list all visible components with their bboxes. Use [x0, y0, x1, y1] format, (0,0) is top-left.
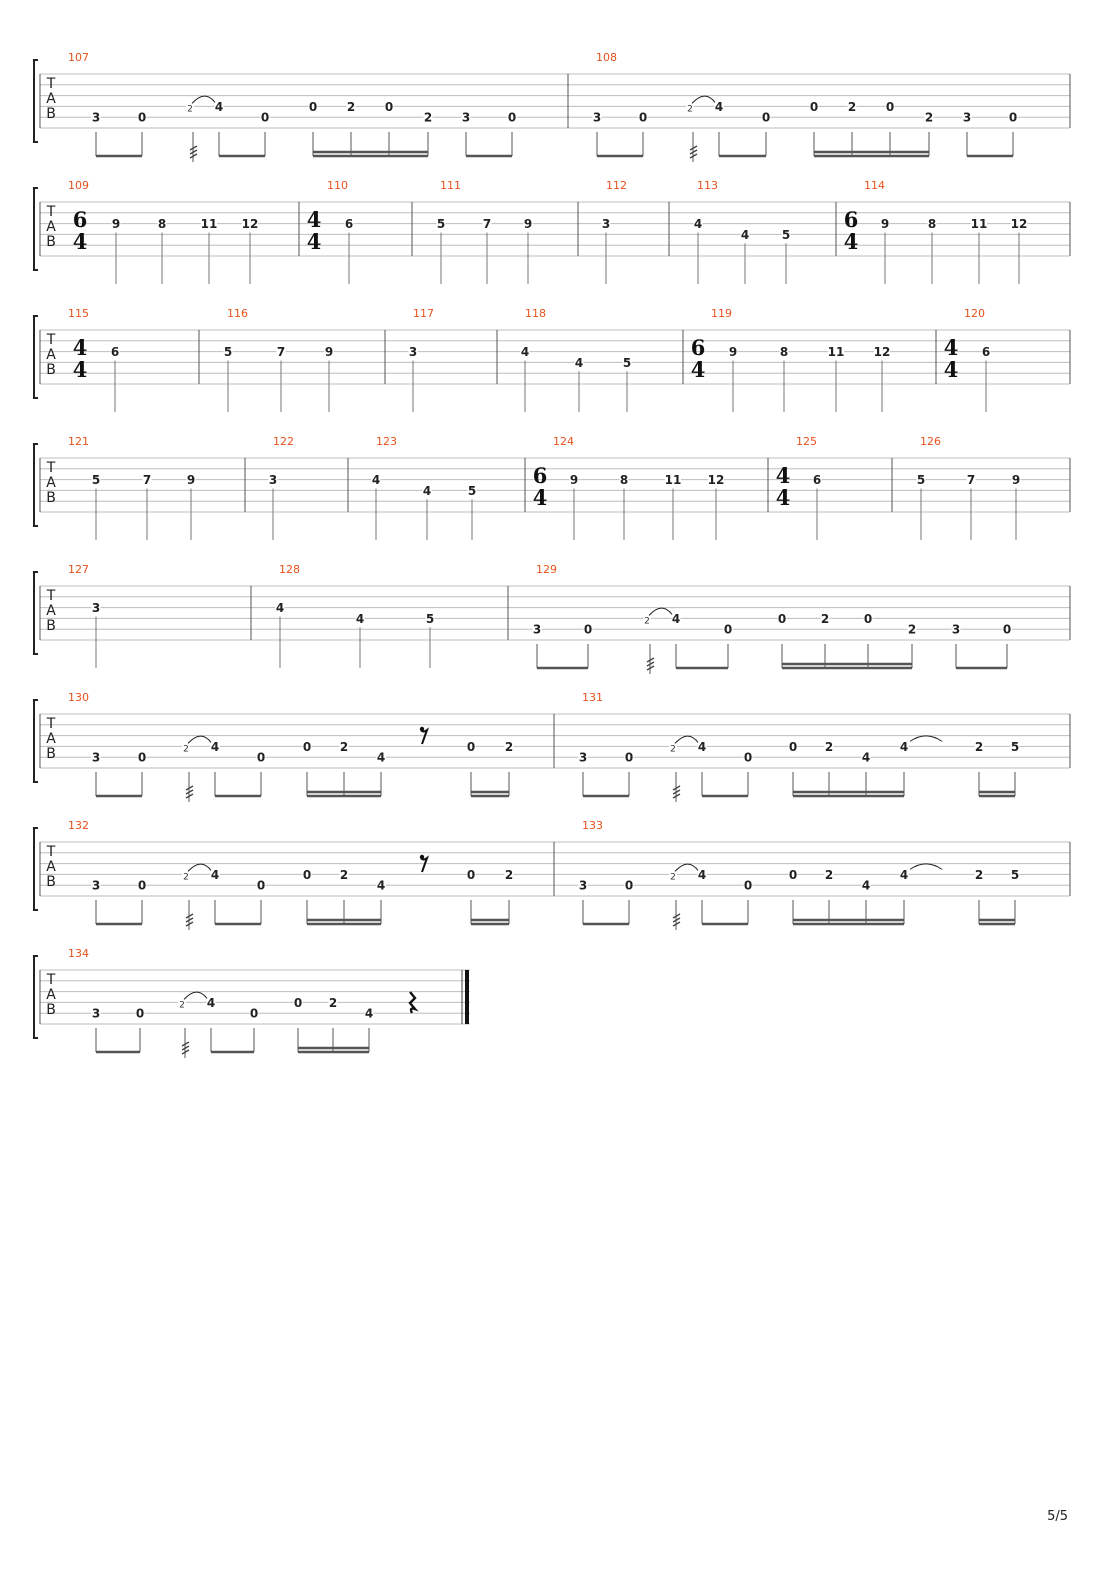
- fret-number: 5: [1010, 867, 1020, 882]
- fret-number: 4: [376, 878, 386, 893]
- fret-number: 0: [507, 110, 517, 125]
- bend-start-fret: 2: [179, 1000, 185, 1011]
- time-signature-bottom: 4: [690, 357, 706, 382]
- fret-number: 3: [91, 601, 101, 616]
- fret-number: 4: [697, 867, 707, 882]
- fret-number: 9: [324, 345, 334, 360]
- measure-number: 122: [273, 435, 294, 448]
- fret-number: 0: [135, 1006, 145, 1021]
- bend-arc: [692, 96, 715, 103]
- fret-number: 11: [827, 345, 845, 360]
- bend-arc: [192, 96, 215, 103]
- fret-number: 0: [743, 878, 753, 893]
- fret-number: 7: [482, 217, 492, 232]
- system-bracket: [34, 956, 38, 1038]
- fret-number: 3: [91, 1006, 101, 1021]
- fret-number: 0: [809, 99, 819, 114]
- fret-number: 4: [697, 739, 707, 754]
- fret-number: 3: [91, 110, 101, 125]
- system-bracket: [34, 828, 38, 910]
- fret-number: 0: [583, 622, 593, 637]
- tab-clef-a: A: [46, 475, 56, 491]
- fret-number: 4: [520, 345, 530, 360]
- bend-start-fret: 2: [183, 872, 189, 883]
- tab-clef-t: T: [46, 460, 56, 476]
- time-signature-top: 6: [532, 463, 548, 488]
- page-number: 5/5: [1047, 1509, 1068, 1524]
- tab-clef-a: A: [46, 347, 56, 363]
- fret-number: 3: [601, 217, 611, 232]
- fret-number: 9: [728, 345, 738, 360]
- eighth-rest: [421, 730, 427, 744]
- fret-number: 0: [1002, 622, 1012, 637]
- system-bracket: [34, 572, 38, 654]
- bend-start-fret: 2: [670, 744, 676, 755]
- fret-number: 0: [788, 739, 798, 754]
- tab-clef-a: A: [46, 731, 56, 747]
- fret-number: 2: [824, 867, 834, 882]
- measure-number: 107: [68, 51, 89, 64]
- tab-clef-b: B: [46, 362, 56, 378]
- time-signature-bottom: 4: [72, 229, 88, 254]
- fret-number: 9: [880, 217, 890, 232]
- measure-number: 127: [68, 563, 89, 576]
- fret-number: 4: [899, 867, 909, 882]
- fret-number: 4: [371, 473, 381, 488]
- fret-number: 8: [779, 345, 789, 360]
- fret-number: 4: [214, 99, 224, 114]
- measure-number: 123: [376, 435, 397, 448]
- measure-number: 118: [525, 307, 546, 320]
- measure-number: 125: [796, 435, 817, 448]
- fret-number: 2: [423, 110, 433, 125]
- fret-number: 4: [861, 878, 871, 893]
- time-signature-top: 4: [775, 463, 791, 488]
- fret-number: 0: [256, 878, 266, 893]
- fret-number: 4: [210, 739, 220, 754]
- fret-number: 0: [624, 878, 634, 893]
- fret-number: 0: [249, 1006, 259, 1021]
- fret-number: 4: [693, 217, 703, 232]
- tab-clef-b: B: [46, 234, 56, 250]
- measure-number: 134: [68, 947, 89, 960]
- fret-number: 3: [268, 473, 278, 488]
- fret-number: 0: [256, 750, 266, 765]
- fret-number: 2: [974, 739, 984, 754]
- fret-number: 5: [622, 355, 632, 370]
- fret-number: 0: [777, 611, 787, 626]
- fret-number: 5: [467, 483, 477, 498]
- fret-number: 4: [206, 995, 216, 1010]
- measure-number: 129: [536, 563, 557, 576]
- measure-number: 108: [596, 51, 617, 64]
- fret-number: 11: [664, 473, 682, 488]
- measure-number: 130: [68, 691, 89, 704]
- fret-number: 9: [111, 217, 121, 232]
- bend-start-fret: 2: [644, 616, 650, 627]
- system-bracket: [34, 188, 38, 270]
- tie-arc: [910, 736, 942, 742]
- tab-clef-t: T: [46, 332, 56, 348]
- fret-number: 4: [714, 99, 724, 114]
- fret-number: 7: [142, 473, 152, 488]
- fret-number: 12: [1010, 217, 1028, 232]
- bend-arc: [188, 864, 211, 871]
- system-bracket: [34, 444, 38, 526]
- tab-clef-b: B: [46, 618, 56, 634]
- fret-number: 2: [504, 739, 514, 754]
- fret-number: 3: [962, 110, 972, 125]
- fret-number: 12: [873, 345, 891, 360]
- tab-clef-t: T: [46, 844, 56, 860]
- fret-number: 6: [812, 473, 822, 488]
- fret-number: 4: [376, 750, 386, 765]
- measure-number: 114: [864, 179, 885, 192]
- fret-number: 5: [91, 473, 101, 488]
- measure-number: 126: [920, 435, 941, 448]
- time-signature-top: 4: [306, 207, 322, 232]
- measure-number: 115: [68, 307, 89, 320]
- fret-number: 3: [578, 878, 588, 893]
- fret-number: 4: [574, 355, 584, 370]
- fret-number: 2: [824, 739, 834, 754]
- fret-number: 4: [355, 611, 365, 626]
- fret-number: 12: [707, 473, 725, 488]
- fret-number: 0: [137, 110, 147, 125]
- system-bracket: [34, 316, 38, 398]
- fret-number: 0: [723, 622, 733, 637]
- fret-number: 0: [466, 739, 476, 754]
- system-bracket: [34, 60, 38, 142]
- measure-number: 132: [68, 819, 89, 832]
- time-signature-bottom: 4: [532, 485, 548, 510]
- fret-number: 4: [422, 483, 432, 498]
- fret-number: 4: [899, 739, 909, 754]
- fret-number: 0: [466, 867, 476, 882]
- tab-clef-b: B: [46, 746, 56, 762]
- fret-number: 9: [186, 473, 196, 488]
- fret-number: 2: [339, 739, 349, 754]
- measure-number: 109: [68, 179, 89, 192]
- tab-clef-b: B: [46, 106, 56, 122]
- fret-number: 3: [91, 878, 101, 893]
- bend-arc: [675, 864, 698, 871]
- fret-number: 7: [276, 345, 286, 360]
- tab-clef-b: B: [46, 874, 56, 890]
- time-signature-top: 6: [690, 335, 706, 360]
- bend-start-fret: 2: [187, 104, 193, 115]
- fret-number: 3: [578, 750, 588, 765]
- time-signature-top: 4: [72, 335, 88, 360]
- fret-number: 0: [624, 750, 634, 765]
- measure-number: 121: [68, 435, 89, 448]
- fret-number: 2: [504, 867, 514, 882]
- fret-number: 5: [1010, 739, 1020, 754]
- time-signature-top: 6: [843, 207, 859, 232]
- fret-number: 4: [364, 1006, 374, 1021]
- fret-number: 0: [638, 110, 648, 125]
- tab-clef-b: B: [46, 1002, 56, 1018]
- measure-number: 133: [582, 819, 603, 832]
- fret-number: 0: [863, 611, 873, 626]
- fret-number: 0: [761, 110, 771, 125]
- fret-number: 3: [461, 110, 471, 125]
- fret-number: 0: [788, 867, 798, 882]
- measure-number: 128: [279, 563, 300, 576]
- fret-number: 0: [384, 99, 394, 114]
- fret-number: 11: [200, 217, 218, 232]
- fret-number: 0: [293, 995, 303, 1010]
- tab-clef-a: A: [46, 987, 56, 1003]
- fret-number: 7: [966, 473, 976, 488]
- tie-arc: [910, 864, 942, 870]
- fret-number: 9: [523, 217, 533, 232]
- fret-number: 8: [157, 217, 167, 232]
- measure-number: 117: [413, 307, 434, 320]
- tab-clef-b: B: [46, 490, 56, 506]
- fret-number: 5: [781, 227, 791, 242]
- bend-start-fret: 2: [687, 104, 693, 115]
- fret-number: 0: [260, 110, 270, 125]
- fret-number: 2: [974, 867, 984, 882]
- measure-number: 131: [582, 691, 603, 704]
- bend-start-fret: 2: [183, 744, 189, 755]
- measure-number: 124: [553, 435, 574, 448]
- fret-number: 3: [592, 110, 602, 125]
- fret-number: 2: [847, 99, 857, 114]
- fret-number: 0: [302, 867, 312, 882]
- fret-number: 2: [924, 110, 934, 125]
- fret-number: 11: [970, 217, 988, 232]
- tab-clef-t: T: [46, 204, 56, 220]
- bend-arc: [184, 992, 207, 999]
- fret-number: 4: [740, 227, 750, 242]
- fret-number: 6: [344, 217, 354, 232]
- tab-clef-a: A: [46, 603, 56, 619]
- tab-clef-t: T: [46, 716, 56, 732]
- bend-arc: [188, 736, 211, 743]
- tab-clef-t: T: [46, 588, 56, 604]
- measure-number: 113: [697, 179, 718, 192]
- fret-number: 2: [820, 611, 830, 626]
- fret-number: 0: [137, 750, 147, 765]
- fret-number: 3: [408, 345, 418, 360]
- fret-number: 5: [223, 345, 233, 360]
- fret-number: 6: [981, 345, 991, 360]
- time-signature-bottom: 4: [775, 485, 791, 510]
- tab-clef-a: A: [46, 219, 56, 235]
- tab-clef-a: A: [46, 859, 56, 875]
- time-signature-bottom: 4: [72, 357, 88, 382]
- system-bracket: [34, 700, 38, 782]
- fret-number: 4: [275, 601, 285, 616]
- time-signature-bottom: 4: [306, 229, 322, 254]
- fret-number: 8: [619, 473, 629, 488]
- fret-number: 6: [110, 345, 120, 360]
- fret-number: 8: [927, 217, 937, 232]
- eighth-rest: [421, 858, 427, 872]
- bend-arc: [675, 736, 698, 743]
- measure-number: 116: [227, 307, 248, 320]
- measure-number: 112: [606, 179, 627, 192]
- time-signature-top: 6: [72, 207, 88, 232]
- fret-number: 9: [569, 473, 579, 488]
- measure-number: 110: [327, 179, 348, 192]
- time-signature-bottom: 4: [843, 229, 859, 254]
- fret-number: 3: [951, 622, 961, 637]
- fret-number: 12: [241, 217, 259, 232]
- fret-number: 3: [91, 750, 101, 765]
- fret-number: 0: [308, 99, 318, 114]
- fret-number: 0: [885, 99, 895, 114]
- fret-number: 4: [671, 611, 681, 626]
- fret-number: 9: [1011, 473, 1021, 488]
- fret-number: 2: [328, 995, 338, 1010]
- fret-number: 0: [137, 878, 147, 893]
- fret-number: 0: [1008, 110, 1018, 125]
- fret-number: 4: [861, 750, 871, 765]
- eighth-rest-dot: [420, 727, 424, 731]
- fret-number: 5: [436, 217, 446, 232]
- fret-number: 2: [339, 867, 349, 882]
- fret-number: 2: [346, 99, 356, 114]
- measure-number: 120: [964, 307, 985, 320]
- tab-clef-t: T: [46, 972, 56, 988]
- measure-number: 119: [711, 307, 732, 320]
- fret-number: 4: [210, 867, 220, 882]
- fret-number: 0: [743, 750, 753, 765]
- fret-number: 2: [907, 622, 917, 637]
- fret-number: 5: [425, 611, 435, 626]
- time-signature-bottom: 4: [943, 357, 959, 382]
- measure-number: 111: [440, 179, 461, 192]
- fret-number: 3: [532, 622, 542, 637]
- bend-arc: [649, 608, 672, 615]
- tab-clef-a: A: [46, 91, 56, 107]
- fret-number: 0: [302, 739, 312, 754]
- bend-start-fret: 2: [670, 872, 676, 883]
- tab-clef-t: T: [46, 76, 56, 92]
- eighth-rest-dot: [420, 855, 424, 859]
- fret-number: 5: [916, 473, 926, 488]
- time-signature-top: 4: [943, 335, 959, 360]
